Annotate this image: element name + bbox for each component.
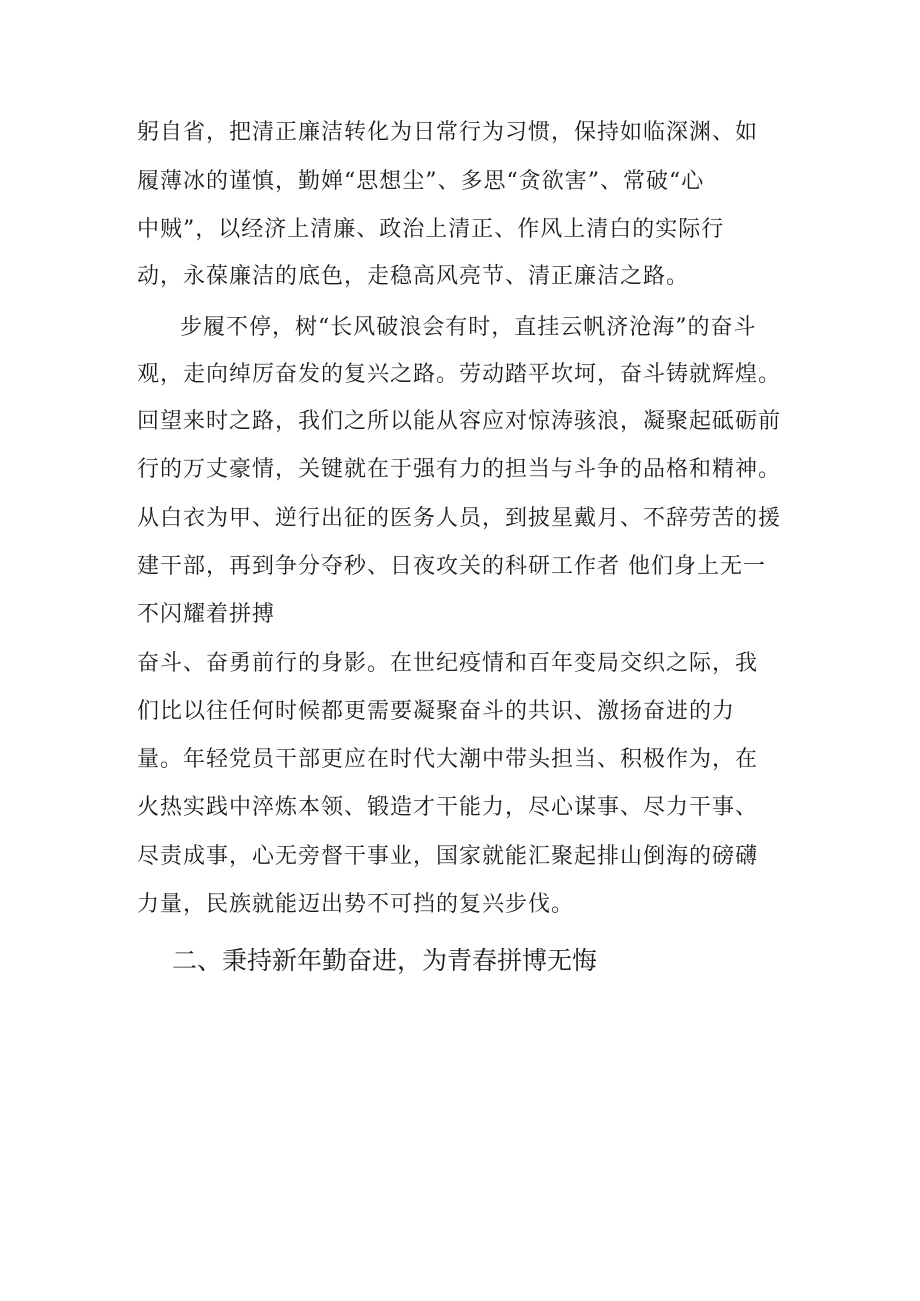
paragraph1-line-4: 动，永葆廉洁的底色，走稳高风亮节、清正廉洁之路。: [137, 264, 690, 289]
paragraph2-line-11: 火热实践中淬炼本领、锻造才干能力，尽心谋事、尽力干事、: [137, 795, 759, 820]
paragraph1-line-3: 中贼”，以经济上清廉、政治上清正、作风上清白的实际行: [137, 217, 725, 242]
paragraph1-line-2: 履薄冰的谨慎，勤婵“思想尘”、多思“贪欲害”、常破“心: [137, 169, 705, 194]
paragraph2-line-4: 行的万丈豪情，关键就在于强有力的担当与斗争的品格和精神。: [137, 457, 782, 482]
paragraph2-line-8: 奋斗、奋勇前行的身影。在世纪疫情和百年变局交织之际，我: [137, 651, 759, 676]
paragraph2-line-13: 力量，民族就能迈出势不可挡的复兴步伐。: [137, 892, 575, 917]
section-heading: 二、秉持新年勤奋进，为青春拼博无悔: [172, 946, 598, 975]
paragraph1-line-1: 躬自省，把清正廉洁转化为日常行为习惯，保持如临深渊、如: [137, 120, 759, 145]
paragraph2-line-9: 们比以往任何时候都更需要凝聚奋斗的共识、激扬奋进的力: [137, 699, 736, 724]
paragraph2-line-5: 从白衣为甲、逆行出征的医务人员，到披星戴月、不辞劳苦的援: [137, 506, 782, 531]
paragraph2-line-7: 不闪耀着拼搏: [137, 602, 276, 627]
paragraph2-line-2: 观，走向绰厉奋发的复兴之路。劳动踏平坎坷，奋斗铸就辉煌。: [137, 362, 782, 387]
paragraph2-line-12: 尽责成事，心无旁督干事业，国家就能汇聚起排山倒海的磅礴: [137, 844, 759, 869]
paragraph2-line-10: 量。年轻党员干部更应在时代大潮中带头担当、积极作为，在: [137, 747, 759, 772]
paragraph2-line-1: 步履不停，树“长风破浪会有时，直挂云帆济沧海”的奋斗: [180, 315, 757, 340]
paragraph2-line-6: 建干部，再到争分夺秒、日夜攻关的科研工作者 他们身上无一: [137, 554, 766, 579]
paragraph2-line-3: 回望来时之路，我们之所以能从容应对惊涛骇浪，凝聚起砥砺前: [137, 409, 782, 434]
